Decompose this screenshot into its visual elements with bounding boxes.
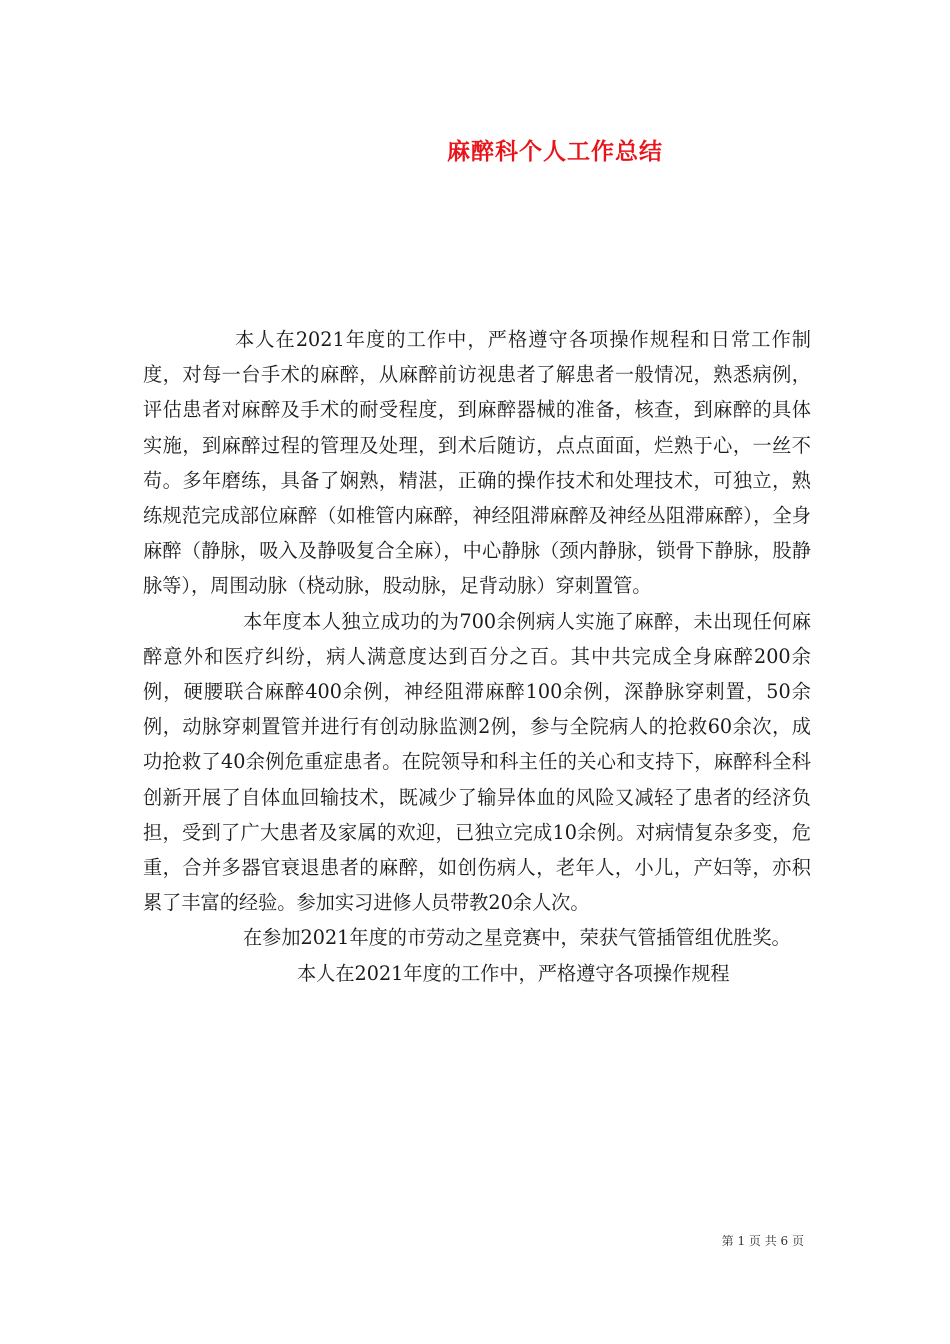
paragraph-2: 本年度本人独立成功的为700余例病人实施了麻醉，未出现任何麻醉意外和医疗纠纷，病人满意度达到百分之百。其中共完成全身麻醉200余例，硬腰联合麻醉400余例，神经阻滞麻醉100余例，深静脉穿刺置，50余例，动脉穿刺置管并进行有创动脉监测2例，参与全院病人的抢救60余次，成功抢救了40余例危重症患者。在院领导和科主任的关心和支持下，麻醉科全科创新开展了自体血回输技术，既减少了输异体血的风险又减轻了患者的经济负担，受到了广大患者及家属的欢迎，已独立完成10余例。对病情复杂多变，危重，合并多器官衰退患者的麻醉，如创伤病人，老年人，小儿，产妇等，亦积累了丰富的经验。参加实习进修人员带教20余人次。 xyxy=(143,609,811,915)
document-title: 麻醉科个人工作总结 xyxy=(447,138,663,165)
document-body xyxy=(143,322,811,991)
paragraph-4: 本人在2021年度的工作中，严格遵守各项操作规程 xyxy=(297,961,730,985)
paragraph-3: 在参加2021年度的市劳动之星竞赛中，荣获气管插管组优胜奖。 xyxy=(243,926,791,950)
paragraph-1: 本人在2021年度的工作中，严格遵守各项操作规程和日常工作制度，对每一台手术的麻醉，从麻醉前访视患者了解患者一般情况，熟悉病例，评估患者对麻醉及手术的耐受程度，到麻醉器械的准备，核查，到麻醉的具体实施，到麻醉过程的管理及处理，到术后随访，点点面面，烂熟于心，一丝不苟。多年磨练，具备了娴熟，精湛，正确的操作技术和处理技术，可独立，熟练规范完成部位麻醉（如椎管内麻醉，神经阻滞麻醉及神经丛阻滞麻醉），全身麻醉（静脉，吸入及静吸复合全麻），中心静脉（颈内静脉，锁骨下静脉，股静脉等），周围动脉（桡动脉，股动脉，足背动脉）穿刺置管。 xyxy=(143,328,811,598)
page-number-footer: 第 1 页 共 6 页 xyxy=(721,1234,804,1248)
